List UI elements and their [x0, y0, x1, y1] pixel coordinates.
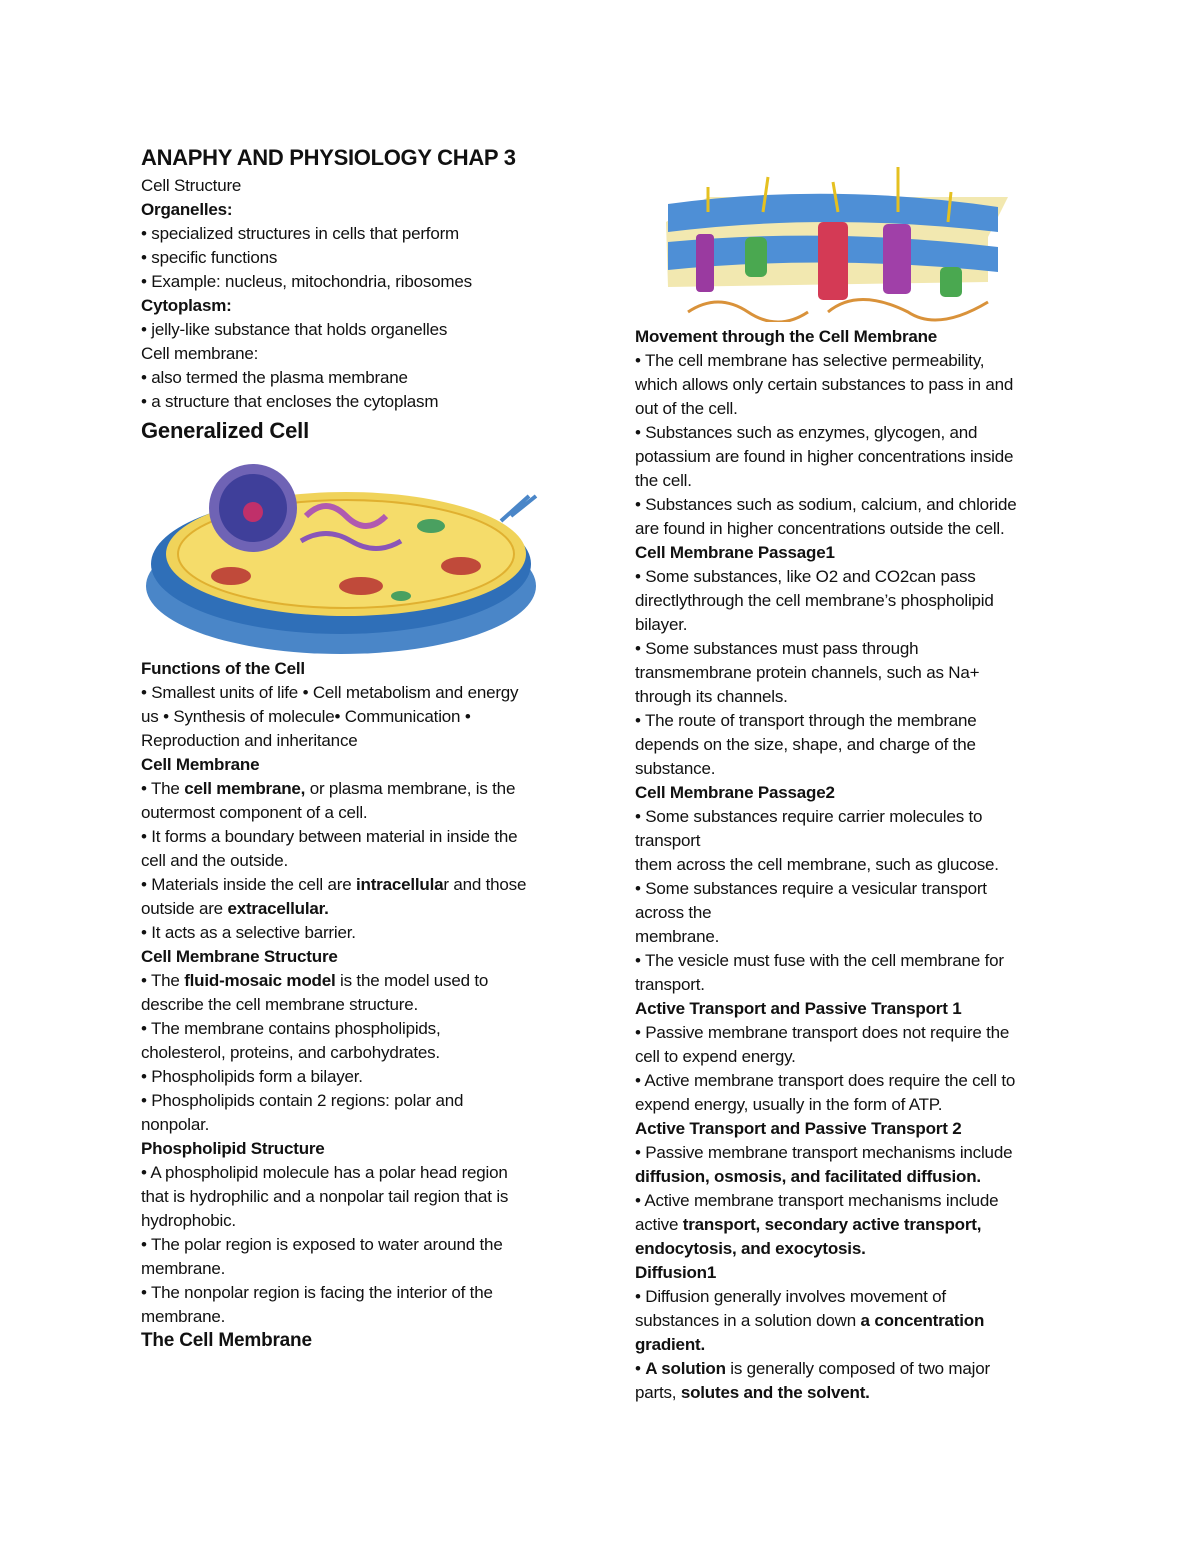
text-line — [635, 1214, 981, 1236]
bold-text: A solution — [645, 1359, 726, 1378]
text: or plasma membrane, is the — [305, 779, 516, 798]
text: • Phospholipids contain 2 regions: polar and — [141, 1091, 464, 1110]
text-line — [635, 1334, 705, 1356]
text-line — [635, 878, 987, 900]
text-line — [635, 710, 977, 732]
text-line — [635, 638, 918, 660]
text-line — [141, 970, 488, 992]
text: • It acts as a selective barrier. — [141, 923, 356, 942]
text-line — [635, 1046, 796, 1068]
bold-text: Cytoplasm: — [141, 296, 232, 315]
bold-text: Active Transport and Passive Transport 1 — [635, 999, 962, 1018]
text: • Substances such as sodium, calcium, and chloride — [635, 495, 1017, 514]
text-line — [635, 998, 961, 1020]
text: • specialized structures in cells that perform — [141, 224, 459, 243]
text: outermost component of a cell. — [141, 803, 368, 822]
text: • The membrane contains phospholipids, — [141, 1019, 441, 1038]
text: across the — [635, 903, 712, 922]
text: cell and the outside. — [141, 851, 289, 870]
text-line — [141, 898, 329, 920]
text-line — [141, 271, 472, 293]
text-line — [635, 590, 994, 612]
text: • Smallest units of life • Cell metabolism and energy — [141, 683, 519, 702]
text-line — [141, 1210, 236, 1232]
text-line — [141, 295, 232, 317]
text-line — [141, 199, 232, 221]
text-line — [635, 1358, 990, 1380]
text: depends on the size, shape, and charge of the — [635, 735, 976, 754]
text: cholesterol, proteins, and carbohydrates. — [141, 1043, 440, 1062]
text-line — [635, 1238, 866, 1260]
text: that is hydrophilic and a nonpolar tail region that is — [141, 1187, 509, 1206]
text: • The vesicle must fuse with the cell membrane for — [635, 951, 1004, 970]
text-line — [635, 542, 835, 564]
text-line — [141, 850, 288, 872]
text-line — [635, 1310, 984, 1332]
bold-text: a concentration — [860, 1311, 985, 1330]
bold-text: transport, secondary active transport, — [682, 1215, 982, 1234]
text-line — [635, 734, 976, 756]
text-line — [141, 223, 459, 245]
bold-text: intracellula — [355, 875, 444, 894]
text: • Passive membrane transport does not require the — [635, 1023, 1010, 1042]
text: membrane. — [141, 1259, 226, 1278]
bold-text: Phospholipid Structure — [141, 1139, 325, 1158]
text-line — [635, 1142, 1012, 1164]
text-line — [635, 1094, 942, 1116]
text: r and those — [443, 875, 527, 894]
text-line — [635, 350, 984, 372]
text: • Active membrane transport does require the cell to — [635, 1071, 1016, 1090]
bold-text: Cell Membrane Structure — [141, 947, 338, 966]
text: • It forms a boundary between material in inside the — [141, 827, 518, 846]
text-line — [635, 758, 715, 780]
bold-text: Diffusion1 — [635, 1263, 717, 1282]
text-line — [141, 1258, 225, 1280]
generalized-cell-figure — [141, 446, 541, 658]
text-line — [635, 902, 711, 924]
text: • also termed the plasma membrane — [141, 368, 408, 387]
bold-text: ANAPHY AND PHYSIOLOGY CHAP 3 — [141, 145, 516, 170]
text: • — [635, 1359, 646, 1378]
text-line — [141, 247, 277, 269]
text: • A phospholipid molecule has a polar head region — [141, 1163, 508, 1182]
text: • a structure that encloses the cytoplasm — [141, 392, 439, 411]
bold-text: Movement through the Cell Membrane — [635, 327, 938, 346]
text-line — [635, 398, 738, 420]
text: hydrophobic. — [141, 1211, 236, 1230]
text-line — [635, 1070, 1015, 1092]
text-line — [635, 614, 687, 636]
text-line — [635, 1022, 1009, 1044]
text: outside are — [141, 899, 228, 918]
text: them across the cell membrane, such as glucose. — [635, 855, 999, 874]
bold-text: solutes and the solvent. — [680, 1383, 870, 1402]
text-line — [635, 1262, 716, 1284]
text-line — [635, 1286, 946, 1308]
text: • Phospholipids form a bilayer. — [141, 1067, 363, 1086]
text-line — [141, 343, 258, 365]
bold-text: Active Transport and Passive Transport 2 — [635, 1119, 962, 1138]
text: • Substances such as enzymes, glycogen, and — [635, 423, 978, 442]
text-line — [141, 994, 418, 1016]
text: is generally composed of two major — [725, 1359, 990, 1378]
text: • Active membrane transport mechanisms include — [635, 1191, 999, 1210]
text: out of the cell. — [635, 399, 738, 418]
text: active — [635, 1215, 683, 1234]
text-line — [635, 950, 1004, 972]
text-line — [141, 874, 526, 896]
text-line — [141, 682, 518, 704]
text-line — [141, 1186, 508, 1208]
text: • Diffusion generally involves movement of — [635, 1287, 946, 1306]
bold-text: endocytosis, and exocytosis. — [635, 1239, 866, 1258]
text: • Some substances require carrier molecules to — [635, 807, 983, 826]
text-line — [141, 1306, 225, 1328]
text-line — [141, 1234, 503, 1256]
text-line — [141, 778, 515, 800]
text-line — [141, 1114, 209, 1136]
bold-text: Functions of the Cell — [141, 659, 305, 678]
text: transport. — [635, 975, 705, 994]
text: bilayer. — [635, 615, 688, 634]
text-line — [635, 494, 1016, 516]
text: Cell Structure — [141, 176, 242, 195]
text-line — [635, 326, 937, 348]
text-line — [635, 518, 1005, 540]
text: • jelly-like substance that holds organelles — [141, 320, 448, 339]
text: potassium are found in higher concentrations inside — [635, 447, 1014, 466]
text-line — [635, 830, 700, 852]
text: membrane. — [635, 927, 720, 946]
text: Cell membrane: — [141, 344, 259, 363]
text-line — [141, 754, 259, 776]
text-line — [141, 706, 471, 728]
text: expend energy, usually in the form of ATP. — [635, 1095, 943, 1114]
text-line — [635, 854, 999, 876]
text: • The — [141, 971, 185, 990]
text: us • Synthesis of molecule• Communication • — [141, 707, 471, 726]
text: substance. — [635, 759, 716, 778]
text: • The nonpolar region is facing the interior of the — [141, 1283, 493, 1302]
text-line — [635, 422, 977, 444]
text-line — [635, 662, 979, 684]
text: • Some substances must pass through — [635, 639, 919, 658]
text: nonpolar. — [141, 1115, 210, 1134]
text-line — [635, 974, 705, 996]
text-line — [635, 1190, 998, 1212]
text: • The route of transport through the membrane — [635, 711, 977, 730]
section-heading — [141, 1330, 312, 1352]
text-line — [635, 566, 976, 588]
text-line — [635, 374, 1013, 396]
text-line — [635, 926, 719, 948]
text-line — [141, 802, 367, 824]
left-column — [141, 0, 581, 1553]
text: directlythrough the cell membrane’s phospholipid — [635, 591, 994, 610]
text: • Some substances require a vesicular transport — [635, 879, 987, 898]
text-line — [141, 946, 338, 968]
bold-text: extracellular. — [227, 899, 329, 918]
bold-text: Cell Membrane Passage1 — [635, 543, 835, 562]
text-line — [141, 1042, 440, 1064]
text: are found in higher concentrations outside the cell. — [635, 519, 1005, 538]
text: Reproduction and inheritance — [141, 731, 358, 750]
text-line — [635, 446, 1013, 468]
text-line — [141, 1138, 325, 1160]
text-line — [141, 1018, 441, 1040]
text: substances in a solution down — [635, 1311, 861, 1330]
bold-text: Cell Membrane Passage2 — [635, 783, 835, 802]
bold-text: Organelles: — [141, 200, 233, 219]
text: the cell. — [635, 471, 692, 490]
bold-text: diffusion, osmosis, and facilitated diffusion. — [635, 1167, 981, 1186]
text: • Some substances, like O2 and CO2can pass — [635, 567, 976, 586]
text: • Example: nucleus, mitochondria, ribosomes — [141, 272, 472, 291]
text: which allows only certain substances to pass in and — [635, 375, 1014, 394]
text-line — [141, 1066, 363, 1088]
text: • The polar region is exposed to water around the — [141, 1235, 503, 1254]
text: describe the cell membrane structure. — [141, 995, 419, 1014]
text-line — [141, 1162, 508, 1184]
text-line — [141, 1282, 493, 1304]
text-line — [141, 826, 517, 848]
text-line — [141, 922, 356, 944]
section-heading — [141, 147, 516, 169]
text-line — [635, 1118, 961, 1140]
bold-text: cell membrane, — [184, 779, 306, 798]
text: transport — [635, 831, 701, 850]
text-line — [141, 319, 447, 341]
text-line — [635, 686, 788, 708]
text-line — [141, 730, 358, 752]
text: • specific functions — [141, 248, 278, 267]
bold-text: fluid-mosaic model — [184, 971, 336, 990]
text-line — [141, 391, 438, 413]
bold-text: Generalized Cell — [141, 418, 309, 443]
text: cell to expend energy. — [635, 1047, 796, 1066]
text-line — [635, 806, 982, 828]
text-line — [141, 367, 408, 389]
text: membrane. — [141, 1307, 226, 1326]
bold-text: Cell Membrane — [141, 755, 260, 774]
text: • The — [141, 779, 185, 798]
text-line — [141, 175, 241, 197]
bold-text: gradient. — [635, 1335, 705, 1354]
bold-text: The Cell Membrane — [141, 1330, 312, 1351]
cell-membrane-figure — [648, 142, 1016, 322]
text-line — [635, 1382, 870, 1404]
section-heading — [141, 420, 309, 442]
text: through its channels. — [635, 687, 788, 706]
text-line — [141, 658, 305, 680]
text-line — [635, 782, 835, 804]
text: • The cell membrane has selective permeability, — [635, 351, 985, 370]
text: • Passive membrane transport mechanisms include — [635, 1143, 1013, 1162]
text: parts, — [635, 1383, 681, 1402]
text-line — [635, 1166, 981, 1188]
text: transmembrane protein channels, such as Na+ — [635, 663, 980, 682]
text: is the model used to — [335, 971, 489, 990]
text-line — [141, 1090, 463, 1112]
text-line — [635, 470, 692, 492]
text: • Materials inside the cell are — [141, 875, 356, 894]
